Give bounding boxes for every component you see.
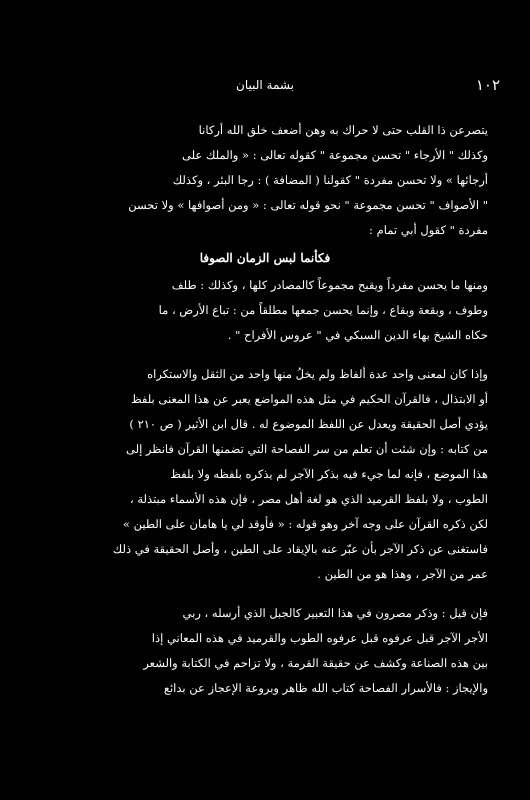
page-header <box>30 76 500 98</box>
text-line: وإذا كان لمعنى واحد عدة ألفاظ ولم يخلُ منها واحد من الثقل والاستكراه <box>147 367 488 381</box>
page-body <box>42 118 488 701</box>
text-line: بين هذه الصناعة وكشف عن حقيقة القرمة ، ولا تزاحم في الكتابة والشعر <box>143 656 488 670</box>
text-line: وكذلك " الأرجاء " تحسن مجموعة " كقوله تعالى : « والملك على <box>182 148 488 162</box>
text-line: هذا الموضع ، فإنه لما جيء فيه بذكر الآجر لم يذكره بلفظه ولا بلفظ <box>170 467 488 481</box>
text-line: يتصرعن ذا القلب حتى لا حراك به وهن أضعف خلق الله أركانا <box>198 123 488 137</box>
paragraph-1 <box>42 118 488 243</box>
text-line: أو الابتذال ، فالقرآن الحكيم في مثل هذه المواضع يعبر عن هذا المعنى بلفظ <box>131 392 488 406</box>
text-line: من كتابه : وإن شئت أن تعلم من سر الفصاحة التي تضمنها القرآن فانظر إلى <box>125 442 488 456</box>
text-line: الأجر الآجر قبل عرفوه قبل عرفوه الطوب والقرميد في هذه المعاني إذا <box>151 631 488 645</box>
text-line: " الأصواف " تحسن مجموعة " نحو قوله تعالى : « ومن أصوافها » ولا تحسن <box>128 198 488 212</box>
text-line: والإيجاز : فالأسرار الفصاحة كتاب الله ظاهر وبروعة الإعجاز عن بدائع <box>163 681 488 695</box>
text-line: الطوب ، ولا بلفظ القرميد الذي هو لغة أهل مصر ، فإن هذه الأسماء مبتذلة ، <box>130 492 488 506</box>
text-line: لكن ذكره القرآن على وجه آخر وهو قوله : « فأوقد لي يا هامان على الطين » <box>122 517 488 531</box>
text-line: يؤدي أصل الحقيقة ويعدل عن اللفظ الموضوع له . قال ابن الأثير ( ص ٢١٠ ) <box>129 417 488 431</box>
text-line: فاستغنى عن ذكر الآجر بأن عبّر عنه بالإيقاد على الطين ، وأصل الحقيقة في ذلك <box>112 542 488 556</box>
verse-heading: فكأنما لبس الزمان الصوفا <box>199 251 331 265</box>
running-title: بشمة البيان <box>236 78 294 92</box>
text-line: فإن قيل : وذكر مصرون في هذا التعبير كالجبل الذي أرسله ، ربي <box>182 606 488 620</box>
paragraph-3 <box>42 362 488 587</box>
text-line: أرجائها » ولا تحسن مفردة " كقولنا ( المضافة ) : رجا البئر ، وكذلك <box>172 173 488 187</box>
paragraph-2 <box>42 273 488 348</box>
text-line: ومنها ما يحسن مفرداً ويقبح مجموعاً كالمصادر كلها ، وكذلك : طلف <box>171 278 488 292</box>
text-line: مفردة " كقول أبي تمام : <box>369 223 488 237</box>
text-line: وطوف ، وبقعة وبقاع ، وإنما يحسن جمعها مطلقاً من : تباع الأرض ، ما <box>158 303 488 317</box>
text-line: عمر من الآجر ، وهذا هو من الطين . <box>317 567 488 581</box>
page-number: ١٠٢ <box>475 76 500 94</box>
paragraph-4 <box>42 601 488 701</box>
text-line: حكاه الشيخ بهاء الدين السبكي في " عروس الأفراح " . <box>227 328 488 342</box>
